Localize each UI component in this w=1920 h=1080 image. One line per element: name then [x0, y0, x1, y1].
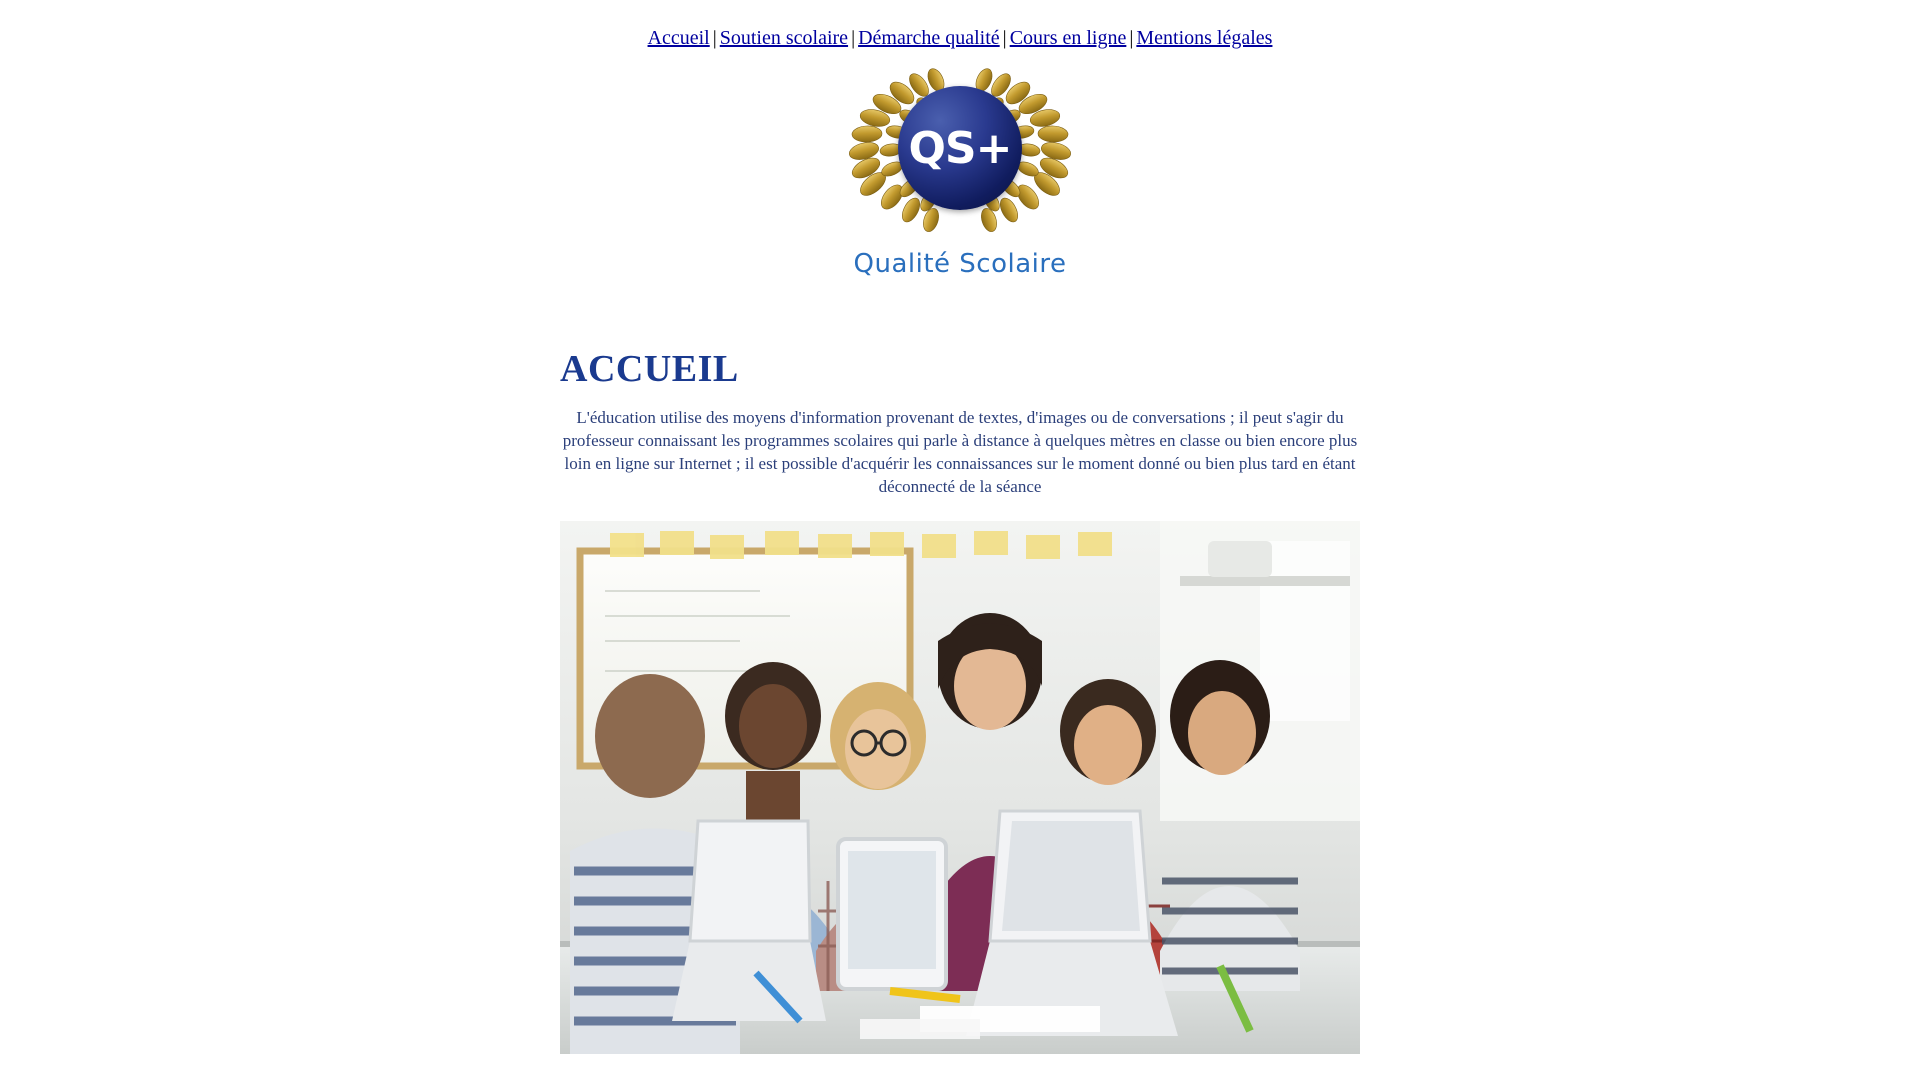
nav-separator-4: | [1129, 27, 1134, 49]
page-title: ACCUEIL [560, 348, 739, 390]
main-content [560, 347, 1360, 1054]
logo-sphere [898, 86, 1022, 210]
nav-separator-2: | [851, 27, 856, 49]
classroom-photo-illustration [560, 521, 1360, 1054]
nav-link-demarche-qualite[interactable]: Démarche qualité [858, 27, 1000, 49]
intro-paragraph: L'éducation utilise des moyens d'information provenant de textes, d'images ou de conversations ; il peut s'agir du professeur connaissant les programmes scolaires qui parle à distance à quelques mètres en classe ou bien encore plus loin en ligne sur Internet ; il est possible d'acquérir les connaissances sur le moment donné ou bien plus tard en étant déconnecté de la séance [562, 408, 1358, 496]
classroom-photo [560, 521, 1360, 1054]
nav-link-mentions-legales[interactable]: Mentions légales [1136, 27, 1273, 49]
logo-caption: Qualité Scolaire [853, 249, 1067, 279]
nav-separator-1: | [712, 27, 717, 49]
main-navigation [0, 0, 1920, 50]
nav-link-cours-en-ligne[interactable]: Cours en ligne [1009, 27, 1127, 49]
site-logo[interactable] [0, 64, 1920, 279]
nav-link-soutien-scolaire[interactable]: Soutien scolaire [719, 27, 849, 49]
nav-separator-3: | [1002, 27, 1007, 49]
logo-monogram: QS+ [908, 122, 1012, 174]
nav-link-accueil[interactable]: Accueil [647, 27, 710, 49]
